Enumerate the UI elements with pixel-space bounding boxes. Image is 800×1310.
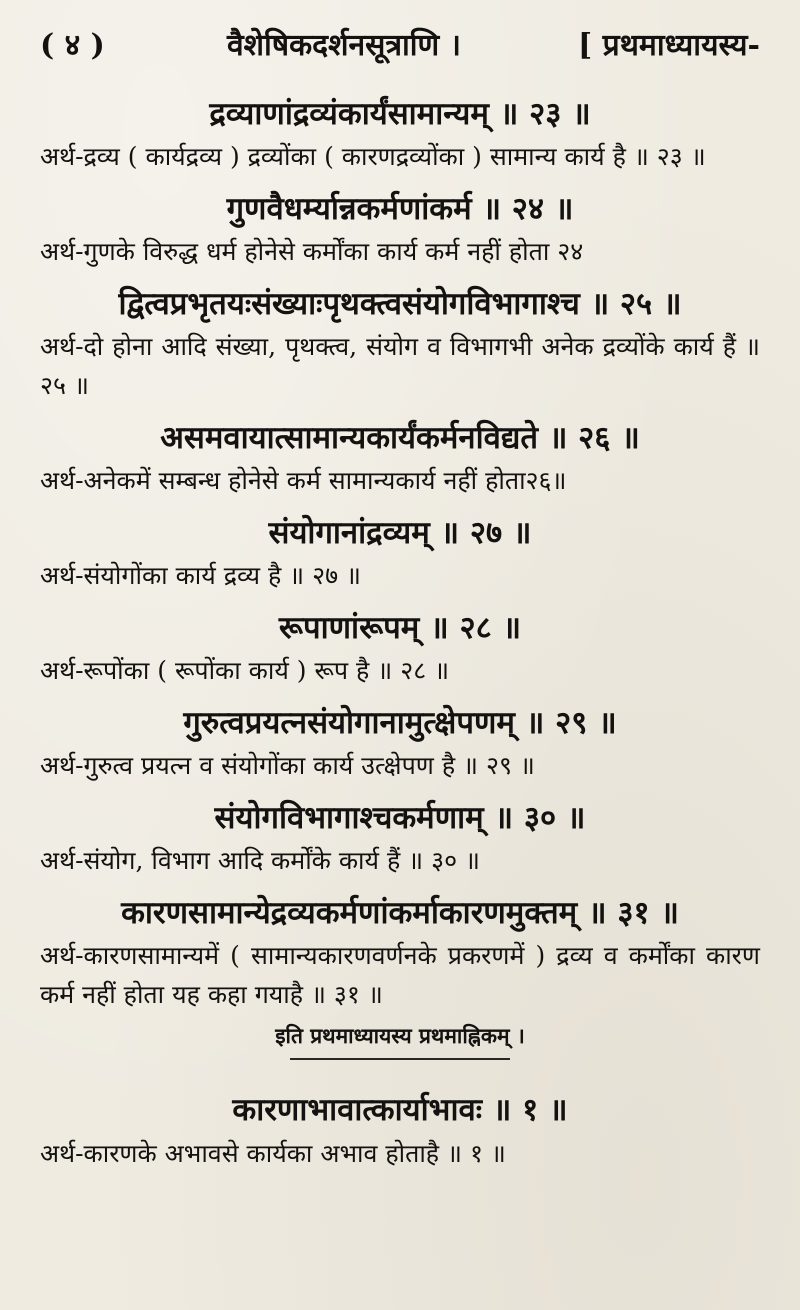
sutra-entry-23 bbox=[40, 94, 760, 177]
sutra-meaning: अर्थ-दो होना आदि संख्या, पृथक्त्व, संयोग व विभागभी अनेक द्रव्योंके कार्य हैं ॥ २५ ॥ bbox=[40, 332, 760, 401]
sutra-text: संयोगानांद्रव्यम् ॥ २७ ॥ bbox=[268, 514, 532, 551]
sutra-meaning: अर्थ-गुरुत्व प्रयत्न व संयोगोंका कार्य उत्क्षेपण है ॥ २९ ॥ bbox=[40, 751, 535, 781]
sutra-text: असमवायात्सामान्यकार्यंकर्मनविद्यते ॥ २६ ॥ bbox=[160, 419, 640, 456]
sutra-entry-27 bbox=[40, 513, 760, 596]
section-title: [ प्रथमाध्यायस्य- bbox=[578, 28, 760, 63]
sutra-entry-next-1 bbox=[40, 1090, 760, 1173]
sutra-meaning: अर्थ-द्रव्य ( कार्यद्रव्य ) द्रव्योंका ( कारणद्रव्योंका ) सामान्य कार्य है ॥ २३ ॥ bbox=[40, 142, 706, 172]
sutra-entry-25 bbox=[40, 284, 760, 406]
sutra-text: द्रव्याणांद्रव्यंकार्यंसामान्यम् ॥ २३ ॥ bbox=[209, 96, 591, 132]
sutra-meaning: अर्थ-संयोगोंका कार्य द्रव्य है ॥ २७ ॥ bbox=[40, 561, 362, 591]
section-divider bbox=[290, 1058, 510, 1060]
sutra-entry-31 bbox=[40, 893, 760, 1015]
running-title: वैशेषिकदर्शनसूत्राणि । bbox=[226, 28, 462, 63]
sutra-entry-30 bbox=[40, 798, 760, 881]
sutra-text: गुरुत्वप्रयत्नसंयोगानामुत्क्षेपणम् ॥ २९ ॥ bbox=[183, 705, 617, 742]
sutra-text: रूपाणांरूपम् ॥ २८ ॥ bbox=[278, 609, 522, 646]
sutra-meaning: अर्थ-रूपोंका ( रूपोंका कार्य ) रूप है ॥ २८ ॥ bbox=[40, 656, 450, 686]
sutra-meaning: अर्थ-कारणसामान्यमें ( सामान्यकारणवर्णनके प्रकरणमें ) द्रव्य व कर्मोंका कारण कर्म नहीं होता यह कहा गयाहै ॥ ३१ ॥ bbox=[40, 941, 760, 1010]
sutra-text: संयोगविभागाश्चकर्मणाम् ॥ ३० ॥ bbox=[214, 800, 586, 837]
sutra-entry-29 bbox=[40, 703, 760, 786]
page-header bbox=[40, 28, 760, 64]
sutra-meaning: अर्थ-अनेकमें सम्बन्ध होनेसे कर्म सामान्यकार्य नहीं होता२६॥ bbox=[40, 466, 567, 496]
sutra-meaning: अर्थ-कारणके अभावसे कार्यका अभाव होताहै ॥ १ ॥ bbox=[40, 1138, 506, 1168]
sutra-entry-28 bbox=[40, 608, 760, 691]
sutra-entry-24 bbox=[40, 189, 760, 272]
chapter-colophon: इति प्रथमाध्यायस्य प्रथमाह्निकम् । bbox=[275, 1022, 525, 1048]
sutra-entry-26 bbox=[40, 418, 760, 501]
sutra-text: द्वित्वप्रभृतयःसंख्याःपृथक्त्वसंयोगविभागाश्च ॥ २५ ॥ bbox=[118, 286, 682, 323]
sutra-meaning: अर्थ-गुणके विरुद्ध धर्म होनेसे कर्मोंका कार्य कर्म नहीं होता २४ bbox=[40, 237, 584, 267]
sutra-text: गुणवैधर्म्यान्नकर्मणांकर्म ॥ २४ ॥ bbox=[226, 191, 574, 228]
page-number: ( ४ ) bbox=[40, 28, 105, 63]
sutra-meaning: अर्थ-संयोग, विभाग आदि कर्मोंके कार्य हैं ॥ ३० ॥ bbox=[40, 846, 481, 876]
sutra-text: कारणसामान्येद्रव्यकर्मणांकर्माकारणमुक्तम् ॥ ३१ ॥ bbox=[121, 895, 679, 932]
sutra-text: कारणाभावात्कार्याभावः ॥ १ ॥ bbox=[232, 1092, 568, 1129]
